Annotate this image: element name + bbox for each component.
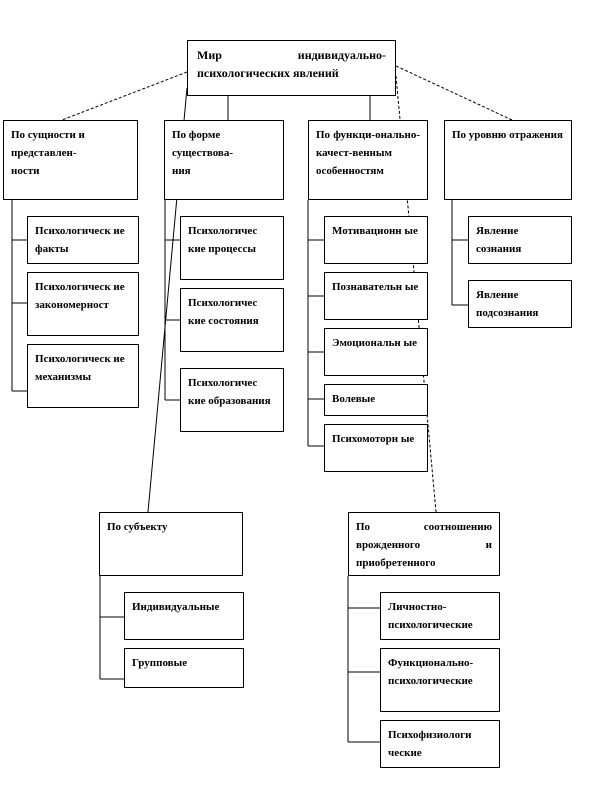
function-item-label: Мотивационн ые (332, 225, 418, 237)
category-ratio (348, 512, 500, 576)
function-item-label: Познавательн ые (332, 281, 419, 293)
ratio-item (380, 720, 500, 768)
essence-item-label: Психологическ ие механизмы (35, 353, 125, 383)
subject-item (124, 648, 244, 688)
category-essence-label: По сущности и представлен- ности (11, 129, 85, 177)
essence-item (27, 344, 139, 408)
essence-item (27, 216, 139, 264)
root-label: Мир индивидуально-психологических явлений (197, 48, 386, 80)
form-item-label: Психологичес кие процессы (188, 225, 258, 255)
form-item-label: Психологичес кие состояния (188, 297, 259, 327)
form-item (180, 368, 284, 432)
essence-item-label: Психологическ ие закономерност (35, 281, 125, 311)
root-box (187, 40, 396, 96)
function-item (324, 216, 428, 264)
form-item (180, 288, 284, 352)
category-essence (3, 120, 138, 200)
function-item (324, 272, 428, 320)
level-item-label: Явление подсознания (476, 289, 539, 319)
level-item (468, 280, 572, 328)
category-subject-label: По субъекту (107, 521, 168, 533)
subject-item-label: Групповые (132, 657, 188, 669)
category-subject (99, 512, 243, 576)
connector-root-level (396, 66, 512, 120)
subject-item-label: Индивидуальные (132, 601, 220, 613)
function-item (324, 384, 428, 416)
category-function (308, 120, 428, 200)
category-form (164, 120, 284, 200)
ratio-item-label: Психофизиологи ческие (388, 729, 472, 759)
category-level-label: По уровню отражения (452, 129, 563, 141)
category-ratio-label: По соотношению врожденного и приобретенного (356, 521, 492, 569)
ratio-item (380, 592, 500, 640)
connector-root-essence (62, 72, 187, 120)
function-item (324, 328, 428, 376)
function-item-label: Психомоторн ые (332, 433, 415, 445)
ratio-item (380, 648, 500, 712)
category-form-label: По форме существова- ния (172, 129, 234, 177)
form-item (180, 216, 284, 280)
essence-item (27, 272, 139, 336)
ratio-item-label: Функционально-психологические (388, 657, 474, 687)
level-item (468, 216, 572, 264)
category-level (444, 120, 572, 200)
category-function-label: По функци-онально-качест-венным особенностям (316, 129, 420, 177)
function-item-label: Эмоциональн ые (332, 337, 417, 349)
ratio-item-label: Личностно-психологические (388, 601, 473, 631)
function-item (324, 424, 428, 472)
essence-item-label: Психологическ ие факты (35, 225, 125, 255)
function-item-label: Волевые (332, 393, 376, 405)
subject-item (124, 592, 244, 640)
form-item-label: Психологичес кие образования (188, 377, 271, 407)
level-item-label: Явление сознания (476, 225, 522, 255)
